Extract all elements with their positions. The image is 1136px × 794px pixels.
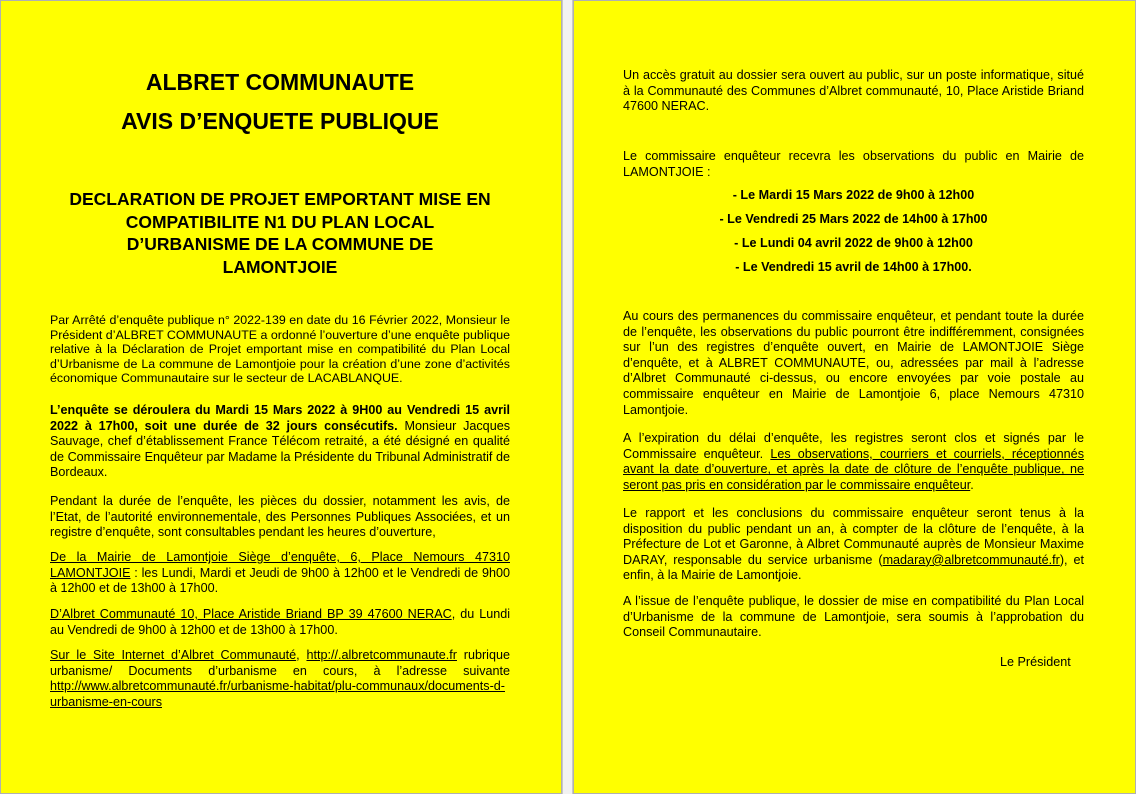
paragraph-observations [623,309,1084,418]
separator-text: , [296,648,307,662]
paragraph-acces-gratuit [623,68,1084,115]
paragraph-arrete [50,313,510,386]
paragraph-issue [623,594,1084,641]
albret-hours-text: , du Lundi au Vendredi de 9h00 à 12h00 et de 13h00 à 17h00. [50,607,511,637]
contact-email-link[interactable]: madaray@albretcommunauté.fr [882,552,1060,567]
commissaire-designation-text: Monsieur Jacques Sauvage, chef d’établissement France Télécom retraité, a été désigné en qualité de Commissaire Enquêteur par Madame la Présidente du Tribunal Administratif de Bordeaux. [50,418,510,480]
permanence-date-3: - Le Lundi 04 avril 2022 de 9h00 à 12h00 [734,236,973,250]
paragraph-consultation-text: Pendant la durée de l’enquête, les pièces du dossier, notamment les avis, de l’Etat, de l’autorité environnementale, des Personnes Publiques Associées, et un registre d’enquête, sont consultables pendant les heures d’ouverture, [50,494,510,540]
permanence-date-1: - Le Mardi 15 Mars 2022 de 9h00 à 12h00 [732,188,975,202]
expiration-end-text: . [970,477,974,492]
albret-address-link[interactable]: D’Albret Communauté 10, Place Aristide Briand BP 39 47600 NERAC [50,607,452,621]
paragraph-expiration [623,431,1084,493]
paragraph-mairie [50,550,510,597]
rapport-end-text: ), et enfin, à la Mairie de Lamontjoie. [623,552,1084,583]
permanence-date-2: - Le Vendredi 25 Mars 2022 de 14h00 à 17h00 [719,212,988,226]
paragraph-permanences-intro-text: Le commissaire enquêteur recevra les observations du public en Mairie de LAMONTJOIE : [623,149,1084,179]
site-internet-link[interactable]: Sur le Site Internet d’Albret Communauté [50,648,297,662]
permanence-date-4: - Le Vendredi 15 avril de 14h00 à 17h00. [735,260,972,274]
paragraph-dates-enquete [50,403,510,481]
subtitle-line-1: DECLARATION DE PROJET EMPORTANT MISE EN [69,189,491,209]
albret-url-link[interactable]: http://.albretcommunaute.fr [306,648,457,662]
signature: Le Président [1000,655,1071,669]
observations-warning-text: Les observations, courriers et courriels, réceptionnés avant la date d’ouverture, et après la date de clôture de l’enquête publique, ne seront pas pris en considération par le commissaire enquêteur [623,446,1084,492]
paragraph-consultation [50,494,510,541]
paragraph-albret [50,607,510,638]
mairie-hours-text: : les Lundi, Mardi et Jeudi de 9h00 à 12h00 et le Vendredi de 9h00 à 12h00 et de 13h00 à 17h00. [50,565,510,596]
enquete-dates-bold: L’enquête se déroulera du Mardi 15 Mars 2022 à 9H00 au Vendredi 15 avril 2022 à 17h00, soit une durée de 32 jours consécutifs. [50,403,510,433]
paragraph-acces-gratuit-text: Un accès gratuit au dossier sera ouvert au public, sur un poste informatique, situé à la Communauté des Communes d’Albret communauté, 10, Place Aristide Briand 47600 NERAC. [623,68,1084,114]
mairie-address-link[interactable]: De la Mairie de Lamontjoie Siège d’enquête, 6, Place Nemours 47310 LAMONTJOIE [50,550,510,580]
subtitle-line-2: COMPATIBILITE N1 DU PLAN LOCAL [125,211,435,232]
rapport-text: Le rapport et les conclusions du commissaire enquêteur seront tenus à la disposition du public pendant un an, à compter de la clôture de l’enquête, à la Préfecture de Lot et Garonne, à Albret Communauté auprès de Monsieur Maxime DARAY, responsable du service urbanisme ( [623,506,1084,567]
expiration-text: A l’expiration du délai d’enquête, les registres seront clos et signés par le Commissaire enquêteur. [623,431,1084,461]
paragraph-arrete-text: Par Arrêté d’enquête publique n° 2022-139 en date du 16 Février 2022, Monsieur le Président d’ALBRET COMMUNAUTE a ordonné l’ouverture d’une enquête publique relative à la Déclaration de Projet emportant mise en compatibilité du Plan Local d’Urbanisme de La commune de Lamontjoie pour la création d’une zone d’activités économique Communautaire sur le secteur de LACABLANQUE. [50,313,510,386]
paragraph-site-internet [50,648,510,710]
subtitle-line-3: D’URBANISME DE LA COMMUNE DE [126,234,434,254]
paragraph-observations-text: Au cours des permanences du commissaire enquêteur, et pendant toute la durée de l’enquête, les observations du public pourront être indifféremment, consignées sur l’un des registres d’enquête ouvert, en Mairie de LAMONTJOIE Siège d’enquête, et à ALBRET COMMUNAUTE, ou, adressées par mail à l’adresse d’Albret Communauté ci-dessus, ou encore envoyées par voie postale au commissaire enquêteur en Mairie de Lamontjoie 6, place Nemours 47310 Lamontjoie. [623,309,1084,417]
page-gap [562,0,573,794]
paragraph-rapport [623,506,1084,584]
title-line-1: ALBRET COMMUNAUTE [145,69,415,95]
documents-url-link[interactable]: http://www.albretcommunauté.fr/urbanisme-habitat/plu-communaux/documents-d-urbanisme-en-cours [50,679,505,709]
title-line-2: AVIS D’ENQUETE PUBLIQUE [121,108,439,134]
paragraph-issue-text: A l’issue de l’enquête publique, le dossier de mise en compatibilité du Plan Local d’Urbanisme de la commune de Lamontjoie, sera soumis à l’approbation du Conseil Communautaire. [623,594,1084,640]
rubrique-text: rubrique urbanisme/ Documents d’urbanisme en cours, à l’adresse suivante [50,648,510,678]
subtitle-line-4: LAMONTJOIE [222,256,338,277]
paragraph-permanences-intro [623,149,1084,180]
